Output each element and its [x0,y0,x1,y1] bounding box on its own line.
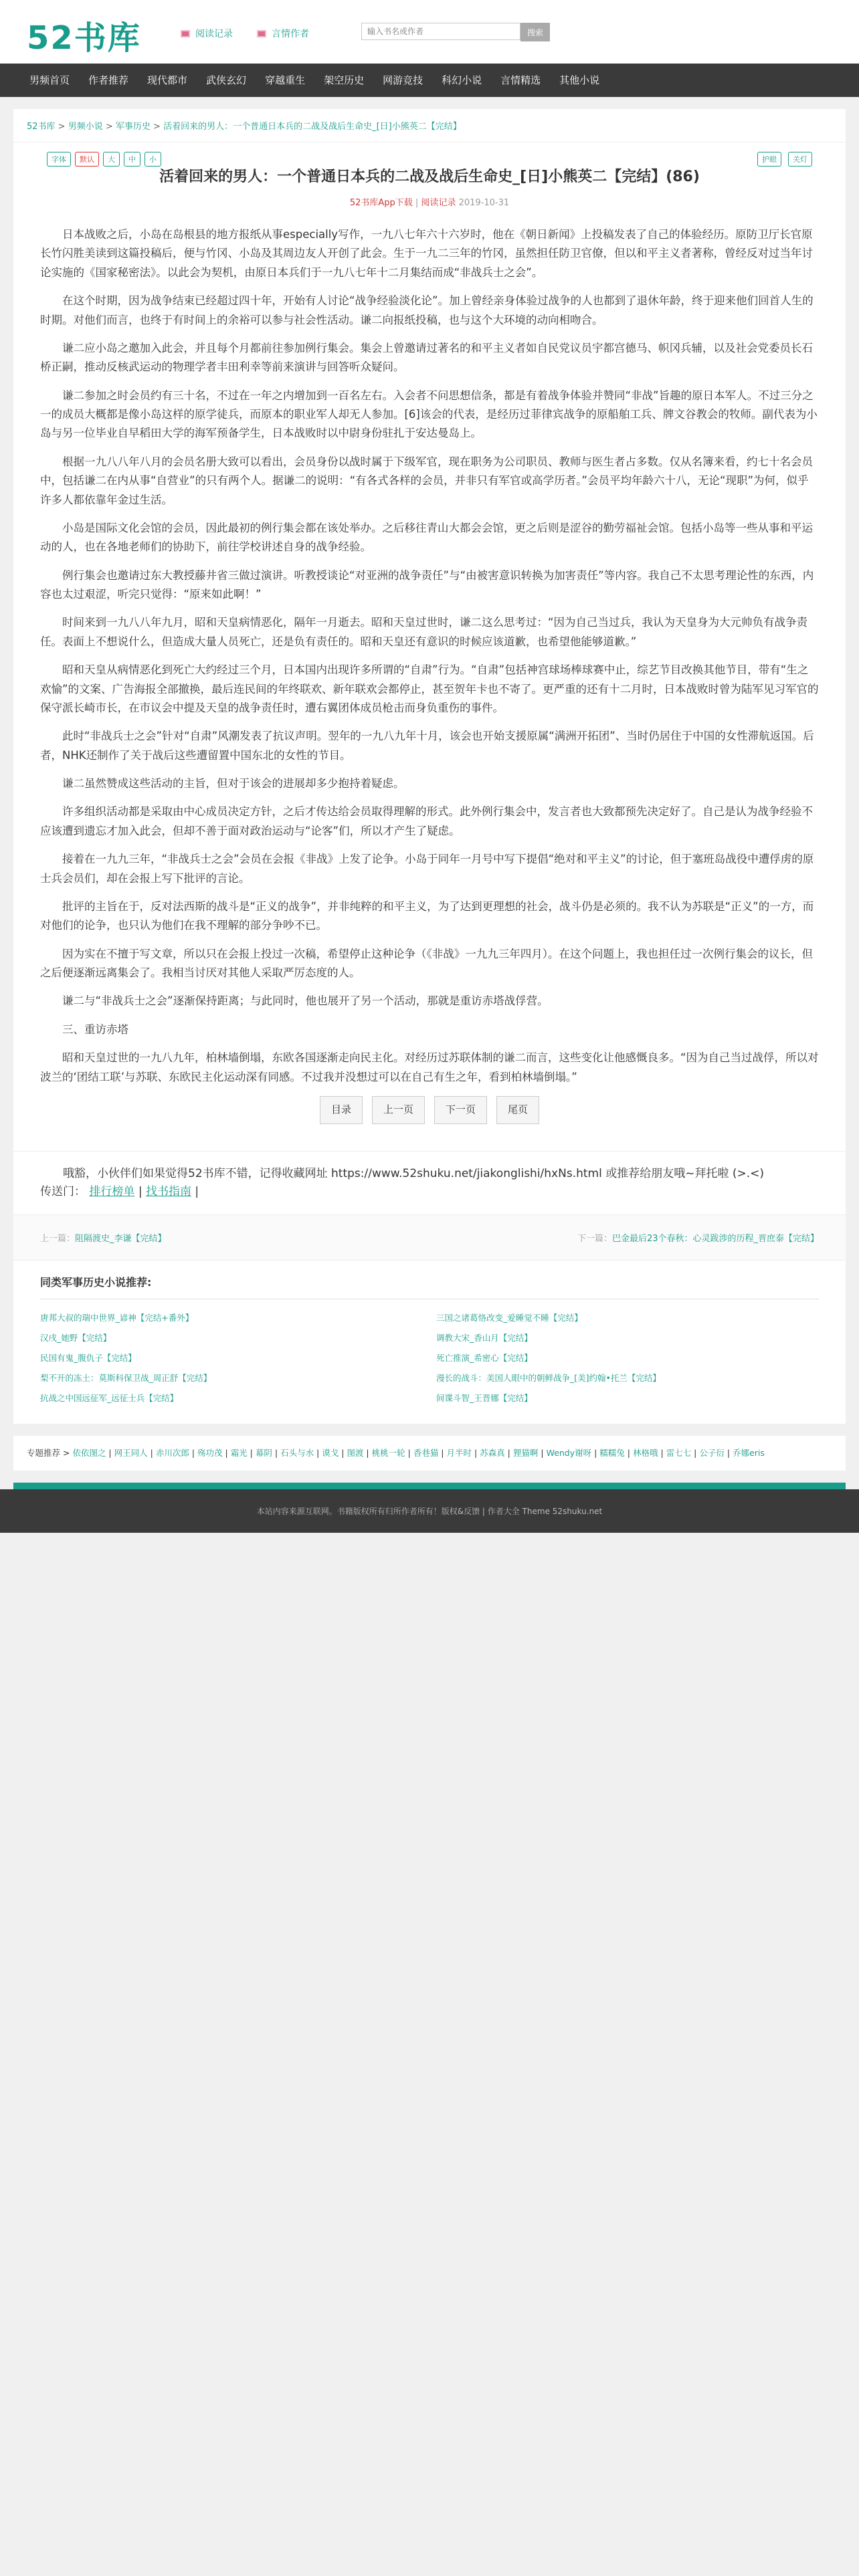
search-box [361,23,550,41]
tag-link[interactable]: 月半时 [446,1448,472,1459]
history-icon [181,30,190,37]
tag-link[interactable]: 狸猫啊 [512,1448,539,1459]
nav-item-games[interactable]: 网游竞技 [383,74,423,86]
related-item[interactable]: 唐邦大叔的瑞中世界_谚神【完结+番外】 [40,1313,194,1323]
tag-link[interactable]: 香巷猫 [413,1448,439,1459]
tag-link[interactable]: 石头与水 [280,1448,314,1459]
main-nav [0,64,859,97]
font-controls [47,152,161,167]
tag-link[interactable]: 依依图之 [72,1448,106,1459]
nav-item-urban[interactable]: 现代都市 [147,74,188,86]
tag-link[interactable]: 桃桃一轮 [371,1448,405,1459]
paragraph: 例行集会也邀请过东大教授藤井省三做过演讲。听教授谈论“对亚洲的战争责任”与“由被害意识转换为加害责任”等内容。我自己不太思考理论性的东西，内容也太过艰涩，听完只觉得：“原来如此啊！” [40,568,814,601]
paragraph: 因为实在不擅于写文章，所以只在会报上投过一次稿，希望停止这种论争（《非战》一九九三年四月）。在这个问题上，我也担任过一次例行集会的议长，但之后便逐渐远离集会了。我相当讨厌对其他人采取严厉态度的人。 [40,947,813,979]
tag-link[interactable]: 殇功茂 [197,1448,223,1459]
font-large-button[interactable]: 大 [103,152,120,167]
prev-article [40,1231,167,1244]
paragraph: 日本战败之后，小岛在岛根县的地方报纸从事especially写作，一九八七年六十六岁时，他在《朝日新闻》上投稿发表了自己的体验经历。原防卫厅长官原长竹闪胜美读到这篇投稿后，便与竹冈、小岛及其周边友人开创了此会。生于一九二三年的竹冈，虽然担任防卫官僚，但以和平主义者著称，曾经反对过当年讨论实施的《国家秘密法》。以此会为契机，由原日本兵们于一九八七年十二月集结而成“非战兵士之会”。 [40,228,813,279]
paragraph: 谦二虽然赞成这些活动的主旨，但对于该会的进展却多少抱持着疑虑。 [62,777,405,790]
article-meta [27,195,832,208]
prev-article-link[interactable]: 阻隔渡史_李谦【完结】 [75,1234,167,1245]
author-icon [257,30,266,37]
nav-item-wuxia[interactable]: 武侠玄幻 [206,74,247,86]
breadcrumb-current[interactable]: 活着回来的男人：一个普通日本兵的二战及战后生命史_[日]小熊英二【完结】 [163,122,462,132]
next-article-link[interactable]: 巴金最后23个春秋：心灵跋涉的历程_晋庶泰【完结】 [611,1234,819,1245]
nav-item-home[interactable]: 男频首页 [29,74,70,86]
nav-item-scifi[interactable]: 科幻小说 [442,74,482,86]
nav-item-authors[interactable]: 作者推荐 [88,74,129,86]
reading-history-link[interactable] [181,27,233,40]
article-body [13,215,846,1124]
tag-link[interactable]: Wendy谢呀 [546,1448,592,1459]
publish-date: 2019-10-31 [458,198,510,208]
search-button[interactable]: 搜索 [520,23,550,41]
paragraph: 小岛是国际文化会馆的会员，因此最初的例行集会都在该处举办。之后移往青山大都会会馆，更之后则是涩谷的勤劳福祉会馆。包括小岛等一些从事和平运动的人，也在各地老师们的协助下，前往学校讲述自身的战争经验。 [40,521,813,554]
prev-next-nav [13,1214,846,1261]
app-download-link[interactable]: 52书库App下载 [349,198,413,208]
paragraph: 谦二与“非战兵士之会”逐渐保持距离；与此同时，他也展开了另一个活动，那就是重访赤塔战俘营。 [62,994,549,1008]
lights-off-button[interactable]: 关灯 [788,152,812,167]
paragraph: 根据一九八八年八月的会员名册大致可以看出，会员身份以战时属于下级军官，现在职务为公司职员、教师与医生者占多数。仅从名簿来看，约七十名会员中，包括谦二在内从事“自营业”的只有两个人。据谦二的说明：“有各式各样的会员，并非只有军官或高学历者。”会员平均年龄六十八，无论“现职”为何，似乎许多人都依靠年金过生活。 [40,455,813,506]
portal-separator: | [138,1184,142,1198]
next-article [577,1231,819,1244]
related-item[interactable]: 民国有鬼_腹仇子【完结】 [40,1353,136,1364]
related-item[interactable]: 抗战之中国远征军_远征士兵【完结】 [40,1393,179,1404]
related-item[interactable]: 梨不开的冻土：莫斯科保卫战_周正舒【完结】 [40,1373,212,1384]
ranking-link[interactable]: 排行榜单 [89,1184,135,1198]
share-box [13,1151,846,1214]
tag-link[interactable]: 公子衍 [699,1448,725,1459]
nav-item-rebirth[interactable]: 穿越重生 [265,74,306,86]
related-item[interactable]: 漫长的战斗：美国人眼中的朝鲜战争_[美]约翰•托兰【完结】 [436,1373,661,1384]
tag-link[interactable]: 苏森真 [480,1448,505,1459]
paragraph: 批评的主旨在于，反对法西斯的战斗是“正义的战争”，并非纯粹的和平主义，为了达到更理想的社会，战斗仍是必须的。我不认为苏联是“正义”的一方，而对他们的论争，也只认为他们在我不理解的部分争吵不已。 [40,899,814,932]
topic-tags: 专题推荐 > 依依图之 | 网王同人 | 赤川次郎 | 殇功茂 | 霜光 | 幕阴 | 石头与水 | 谟戈 | 图渡 | 桃桃一轮 | 香巷猫 | 月半时 | 苏森真 | 狸猫啊 | Wendy谢呀 | 糯糯兔 | 林格哦 | 雷七七 | 公子衍 | 乔娜eris [13,1436,846,1471]
paragraph: 昭和天皇过世的一九八九年，柏林墙倒塌，东欧各国逐渐走向民主化。对经历过苏联体制的谦二而言，这些变化让他感慨良多。“因为自己当过战俘，所以对波兰的‘团结工联’与苏联、东欧民主化运动深有同感。不过我并没想过可以在自己有生之年，看到柏林墙倒塌。” [40,1051,819,1083]
tag-link[interactable]: 图渡 [347,1448,364,1459]
eye-care-button[interactable]: 护眼 [757,152,781,167]
related-item[interactable]: 调教大宋_香山月【完结】 [436,1333,533,1344]
paragraph: 谦二参加之时会员约有三十名，不过在一年之内增加到一百名左右。入会者不问思想信条，都是有着战争体验并赞同“非战”旨趣的原日本军人。不过三分之一的成员大概都是像小岛这样的原学徒兵，而原本的职业军人却无人参加。[6]该会的代表，是经历过菲律宾战争的原船舶工兵、牌文谷教会的牧师。副代表为小岛与另一位毕业自早稻田大学的海军预备学生，日本战败时以中尉身份驻扎于安达曼岛上。 [40,389,818,440]
footer-accent-bar [13,1483,846,1489]
portal-tail: | [195,1184,199,1198]
tags-label: 专题推荐 > [27,1448,70,1459]
tag-link[interactable]: 雷七七 [666,1448,692,1459]
next-page-button[interactable]: 下一页 [434,1096,487,1124]
last-page-button[interactable]: 尾页 [496,1096,539,1124]
search-input[interactable] [361,23,520,40]
breadcrumb: 52书库 > 男频小说 > 军事历史 > 活着回来的男人：一个普通日本兵的二战及战后生命史_[日]小熊英二【完结】 [13,109,846,142]
portal-links [40,1183,819,1201]
tag-link[interactable]: 林格哦 [633,1448,658,1459]
reading-record-link[interactable]: 阅读记录 [421,198,456,208]
top-header [0,0,859,64]
paragraph: 在这个时期，因为战争结束已经超过四十年，开始有人讨论“战争经验淡化论”。加上曾经亲身体验过战争的人也都到了退休年龄，终于迎来他们回首人生的时期。对他们而言，也终于有时间上的余裕可以参与社会性活动。谦二向报纸投稿，也与这个大环境的动向相吻合。 [40,294,814,326]
next-label: 下一篇： [577,1234,612,1245]
related-books [13,1261,846,1424]
reading-history-label: 阅读记录 [195,29,233,39]
romance-authors-label: 言情作者 [272,29,309,39]
related-item[interactable]: 汉戌_她野【完结】 [40,1333,112,1344]
font-medium-button[interactable]: 中 [124,152,140,167]
tag-link[interactable]: 糯糯兔 [599,1448,625,1459]
nav-item-history[interactable]: 架空历史 [324,74,365,86]
font-label-button[interactable]: 字体 [47,152,71,167]
section-heading: 三、重访赤塔 [62,1023,128,1036]
article-header [13,142,846,215]
tag-link[interactable]: 乔娜eris [733,1448,765,1459]
guide-link[interactable]: 找书指南 [145,1184,191,1198]
top-links [181,27,309,40]
related-list [40,1311,819,1404]
paragraph: 昭和天皇从病情恶化到死亡大约经过三个月，日本国内出现许多所谓的“自肃”行为。“自肃”包括神宫球场棒球赛中止，综艺节目改换其他节目，带有“生之欢愉”的文案、广告海报全部撤换，最后连民间的年终联欢、新年联欢会都停止，甚至贺年卡也不寄了。更严重的还有十二月时，日本战败时曾为陆军见习军官的保守派长崎市长，在市议会中提及天皇的战争责任时，遭右翼团体成员枪击而身负重伤的事件。 [40,663,819,714]
paragraph: 此时“非战兵士之会”针对“自肃”风潮发表了抗议声明。翌年的一九八九年十月，该会也开始支援原属“满洲开拓团”、当时仍居住于中国的女性滞航返国。后者，NHK还制作了关于战后这些遭留置中国东北的女性的节目。 [40,730,814,762]
toc-button[interactable]: 目录 [320,1096,363,1124]
related-heading: 同类军事历史小说推荐: [40,1274,819,1299]
tag-link[interactable]: 谟戈 [322,1448,339,1459]
tag-link[interactable]: 霜光 [230,1448,248,1459]
breadcrumb-home[interactable]: 52书库 [27,122,56,132]
nav-item-romance[interactable]: 言情精选 [500,74,541,86]
breadcrumb-level2[interactable]: 军事历史 [115,122,151,132]
tag-link[interactable]: 网王同人 [114,1448,148,1459]
prev-label: 上一篇： [40,1234,76,1245]
font-default-button[interactable]: 默认 [75,152,99,167]
reading-mode-controls [757,152,812,167]
paragraph: 时间来到一九八八年九月，昭和天皇病情恶化，隔年一月逝去。昭和天皇过世时，谦二这么思考过：“因为自己当过兵，我认为天皇身为大元帅负有战争责任。表面上不想说什么，但造成大量人员死亡，还是负有责任的。昭和天皇还有意识的时候应该道歉，也希望他能够道歉。” [40,616,808,648]
related-item[interactable]: 间谍斗智_王晋娜【完结】 [436,1393,533,1404]
tag-link[interactable]: 幕阴 [255,1448,272,1459]
share-text: 哦豁，小伙伴们如果觉得52书库不错，记得收藏网址 https://www.52shuku.net/jiakonglishi/hxNs.html 或推荐给朋友哦~拜托啦 (>.<) [63,1166,765,1180]
site-logo[interactable]: 52书库 [27,19,141,57]
font-small-button[interactable]: 小 [145,152,161,167]
paragraph: 谦二应小岛之邀加入此会，并且每个月都前往参加例行集会。集会上曾邀请过著名的和平主义者如自民党议员宇都宫德马、帜冈兵辅，以及社会党委员长石桥正嗣，推动反核武运动的物理学者丰田利幸等前来演讲与回答听众疑问。 [40,341,813,374]
breadcrumb-level1[interactable]: 男频小说 [68,122,103,132]
romance-authors-link[interactable] [257,27,309,40]
tag-link[interactable]: 赤川次郎 [155,1448,189,1459]
paragraph: 许多组织活动都是采取由中心成员决定方针，之后才传达给会员取得理解的形式。此外例行集会中，发言者也大致都预先决定好了。自己是认为战争经验不应该遭到遗忘才加入此会，但却不善于面对政治运动与“论客”们，所以才产生了疑虑。 [40,805,813,837]
site-footer: 本站内容来源互联网。书籍版权所有归所作者所有！版权&反馈 | 作者大全 Theme 52shuku.net [0,1489,859,1533]
paragraph: 接着在一九九三年，“非战兵士之会”会员在会报《非战》上发了论争。小岛于同年一月号中写下提倡“绝对和平主义”的讨论，但于塞班岛战役中遭俘虏的原士兵会员们，却在会报上写下批评的言论。 [40,853,814,885]
meta-separator: | [415,198,419,208]
page-title: 活着回来的男人：一个普通日本兵的二战及战后生命史_[日]小熊英二【完结】(86) [159,169,700,185]
portal-prefix: 传送门： [40,1184,86,1198]
nav-item-other[interactable]: 其他小说 [559,74,600,86]
main-content [13,109,846,1424]
related-item[interactable]: 死亡推演_希密心【完结】 [436,1353,533,1364]
related-item[interactable]: 三国之诸葛恪改变_爱睡觉不睡【完结】 [436,1313,583,1323]
pager [40,1096,819,1124]
prev-page-button[interactable]: 上一页 [372,1096,425,1124]
